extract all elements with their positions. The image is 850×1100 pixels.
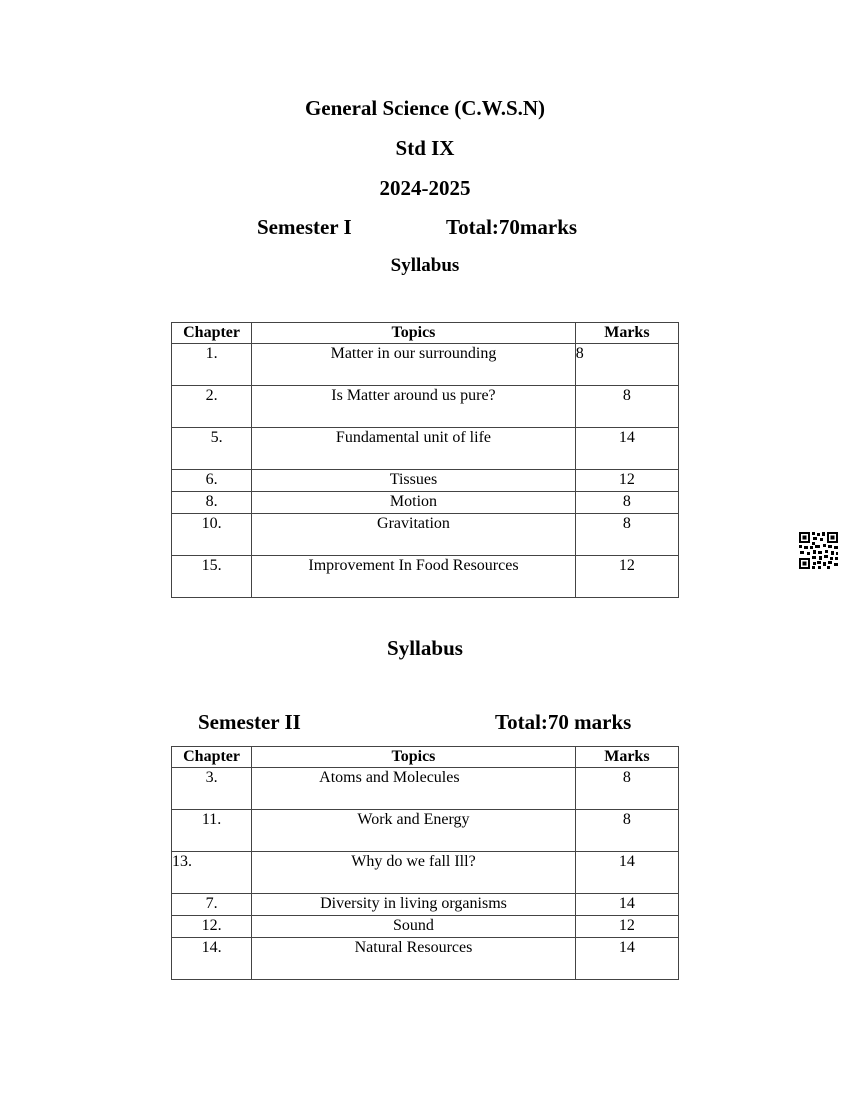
chapter-cell: 3. bbox=[172, 768, 252, 810]
table-row bbox=[172, 492, 679, 514]
table-row bbox=[172, 938, 679, 980]
chapter-cell: 8. bbox=[172, 492, 252, 514]
chapter-cell: 13. bbox=[172, 852, 252, 894]
marks-cell: 12 bbox=[575, 470, 678, 492]
table-row bbox=[172, 768, 679, 810]
topic-cell: Diversity in living organisms bbox=[252, 894, 576, 916]
table-row bbox=[172, 556, 679, 598]
semester1-syllabus-heading: Syllabus bbox=[390, 255, 460, 276]
marks-cell: 8 bbox=[575, 810, 678, 852]
page-title: General Science (C.W.S.N) bbox=[304, 96, 546, 120]
topic-cell: Motion bbox=[252, 492, 576, 514]
chapter-cell: 11. bbox=[172, 810, 252, 852]
topic-cell: Tissues bbox=[252, 470, 576, 492]
topic-cell: Natural Resources bbox=[252, 938, 576, 980]
topic-cell: Work and Energy bbox=[252, 810, 576, 852]
semester1-label: Semester I bbox=[257, 215, 352, 239]
marks-cell: 14 bbox=[575, 428, 678, 470]
chapter-cell: 14. bbox=[172, 938, 252, 980]
column-header-chapter: Chapter bbox=[172, 747, 252, 768]
topic-cell: Atoms and Molecules bbox=[252, 768, 576, 810]
column-header-topics: Topics bbox=[252, 747, 576, 768]
chapter-cell: 5. bbox=[172, 428, 252, 470]
table-row bbox=[172, 428, 679, 470]
marks-cell: 12 bbox=[575, 556, 678, 598]
marks-cell: 8 bbox=[575, 492, 678, 514]
table-header-row bbox=[172, 747, 679, 768]
topic-cell: Is Matter around us pure? bbox=[252, 386, 576, 428]
marks-cell: 8 bbox=[575, 768, 678, 810]
standard-label: Std IX bbox=[395, 136, 455, 160]
table-row bbox=[172, 386, 679, 428]
topic-cell: Sound bbox=[252, 916, 576, 938]
academic-year: 2024-2025 bbox=[379, 176, 471, 200]
column-header-marks: Marks bbox=[575, 323, 678, 344]
chapter-cell: 1. bbox=[172, 344, 252, 386]
topic-cell: Gravitation bbox=[252, 514, 576, 556]
marks-cell: 12 bbox=[575, 916, 678, 938]
column-header-topics: Topics bbox=[252, 323, 576, 344]
table-row bbox=[172, 852, 679, 894]
chapter-cell: 15. bbox=[172, 556, 252, 598]
marks-cell: 14 bbox=[575, 852, 678, 894]
chapter-cell: 7. bbox=[172, 894, 252, 916]
table-row bbox=[172, 514, 679, 556]
topic-cell: Matter in our surrounding bbox=[252, 344, 576, 386]
table-header-row bbox=[172, 323, 679, 344]
chapter-cell: 2. bbox=[172, 386, 252, 428]
semester1-total: Total:70marks bbox=[446, 215, 578, 239]
semester2-table bbox=[171, 746, 679, 980]
semester2-total: Total:70 marks bbox=[495, 710, 632, 734]
table-row bbox=[172, 470, 679, 492]
topic-cell: Improvement In Food Resources bbox=[252, 556, 576, 598]
marks-cell: 8 bbox=[575, 514, 678, 556]
chapter-cell: 10. bbox=[172, 514, 252, 556]
column-header-chapter: Chapter bbox=[172, 323, 252, 344]
marks-cell: 8 bbox=[575, 344, 678, 386]
chapter-cell: 12. bbox=[172, 916, 252, 938]
table-row bbox=[172, 916, 679, 938]
chapter-cell: 6. bbox=[172, 470, 252, 492]
topic-cell: Fundamental unit of life bbox=[252, 428, 576, 470]
semester2-syllabus-heading: Syllabus bbox=[387, 636, 463, 660]
table-row bbox=[172, 894, 679, 916]
semester2-label: Semester II bbox=[198, 710, 301, 734]
qr-code-icon[interactable] bbox=[798, 531, 839, 570]
marks-cell: 8 bbox=[575, 386, 678, 428]
semester1-table bbox=[171, 322, 679, 598]
table-row bbox=[172, 344, 679, 386]
column-header-marks: Marks bbox=[575, 747, 678, 768]
topic-cell: Why do we fall Ill? bbox=[252, 852, 576, 894]
table-row bbox=[172, 810, 679, 852]
marks-cell: 14 bbox=[575, 894, 678, 916]
marks-cell: 14 bbox=[575, 938, 678, 980]
